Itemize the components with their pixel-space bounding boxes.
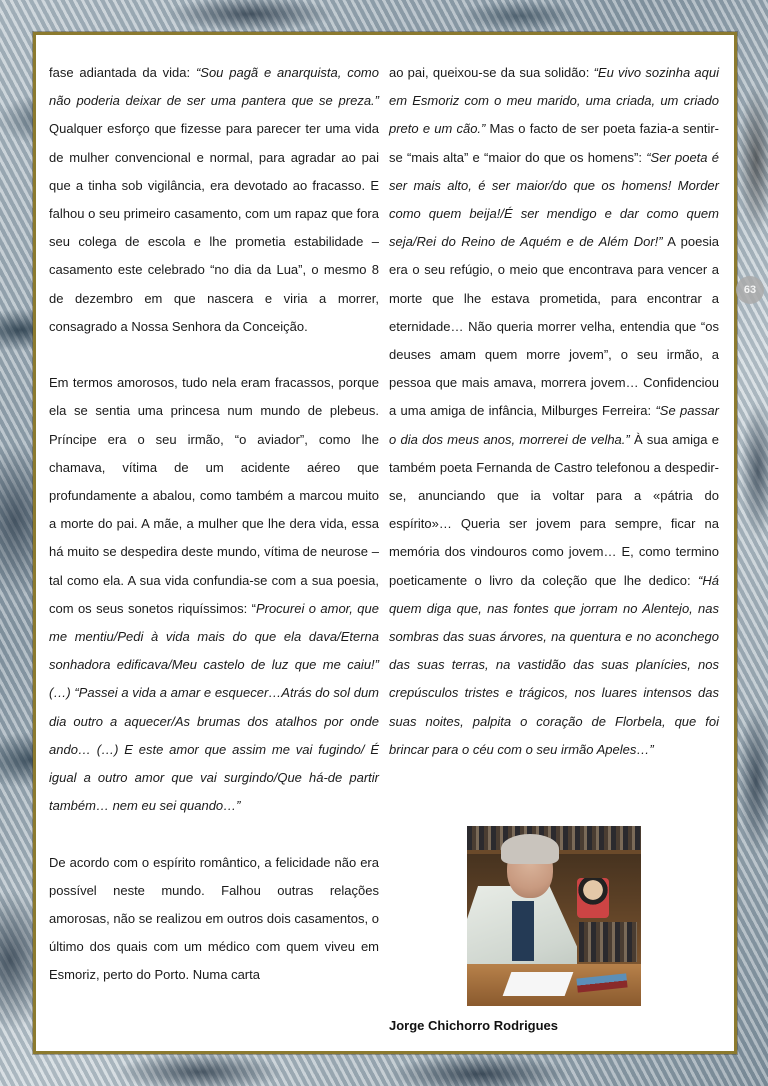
page-number-badge: 63 bbox=[736, 276, 764, 304]
text: À sua amiga e também poeta Fernanda de Castro telefonou a despedir-se, anunciando que ia voltar para a «pátria do espírito»… Queria ser jovem para sempre, ficar na memória dos vindouros como jovem… E, como termino poeticamente o livro da coleção que lhe dedico: bbox=[389, 431, 719, 588]
paragraph-3 bbox=[49, 849, 379, 990]
quote: “Há quem diga que, nas fontes que jorram no Alentejo, nas sombras das suas árvores, na quentura e no aconchego das suas terras, na vastidão das suas planícies, nos crepúsculos tristes e trágicos, nos luares intensos das suas noites, palpita o coração de Florbela, que foi brincar para o céu com o seu irmão Apeles…” bbox=[389, 572, 719, 757]
left-column bbox=[49, 59, 379, 990]
text: Qualquer esforço que fizesse para parecer ter uma vida de mulher convencional e normal, para agradar ao pai que a tinha sob vigilância, era devotado ao fracasso. E falhou o seu primeiro casamento, com um rapaz que fora seu colega de escola e lhe prometia estabilidade – casamento este celebrado “no dia da Lua”, o mesmo 8 de dezembro em que nascera e viria a morrer, consagrado a Nossa Senhora da Conceição. bbox=[49, 121, 379, 334]
quote: “Sou pagã e anarquista, como não poderia deixar de ser uma pantera que se preza.” bbox=[49, 65, 379, 109]
bookshelf bbox=[579, 922, 637, 962]
quote: “Eu vivo sozinha aqui em Esmoriz com o meu marido, uma criada, um criado preto e um cão.” bbox=[389, 65, 719, 137]
right-column bbox=[389, 59, 720, 1033]
paper bbox=[503, 972, 574, 996]
text: Mas o facto de ser poeta fazia-a sentir-se “mais alta” e “maior do que os homens”: bbox=[389, 121, 719, 165]
figurine bbox=[577, 878, 609, 918]
author-photo bbox=[467, 826, 641, 1006]
quote: Procurei o amor, que me mentiu/Pedi à vida mais do que ela dava/Eterna sonhadora edificava/Meu castelo de luz que me caiu!” (…) “Passei a vida a amar e esquecer…Atrás do sol dum dia outro a aquecer/As brumas dos atalhos por onde ando… (…) E este amor que assim me vai fugindo/ É igual a outro amor que vai surgindo/Que há-de partir também… nem eu sei quando…” bbox=[49, 600, 379, 814]
text: Em termos amorosos, tudo nela eram fracassos, porque ela se sentia uma princesa num mundo de plebeus. Príncipe era o seu irmão, “o aviador”, como lhe chamava, vítima de um acidente aéreo que profundamente a abalou, como também a marcou muito a morte do pai. A mãe, a mulher que lhe dera vida, essa há muito se despedira deste mundo, vítima de neurose – tal como ela. A sua vida confundia-se com a sua poesia, com os seus sonetos riquíssimos: “ bbox=[49, 375, 379, 616]
paragraph-1 bbox=[49, 59, 379, 341]
hair bbox=[501, 834, 559, 864]
text: De acordo com o espírito romântico, a felicidade não era possível neste mundo. Falhou outras relações amorosas, não se realizou em outros dois casamentos, o último dos quais com um médico com quem viveu em Esmoriz, perto do Porto. Numa carta bbox=[49, 854, 379, 983]
paragraph-4 bbox=[389, 59, 719, 764]
shirt bbox=[512, 901, 534, 961]
quote: “Se passar o dia dos meus anos, morrerei de velha.” bbox=[389, 403, 719, 447]
author-photo-block bbox=[389, 826, 719, 1040]
quote: “Ser poeta é ser mais alto, é ser maior/do que os homens! Morder como quem beija!/É ser mendigo e dar como quem seja/Rei do Reino de Aquém e de Além Dor!” bbox=[389, 149, 720, 250]
paragraph-2 bbox=[49, 369, 379, 820]
text: fase adiantada da vida: bbox=[49, 65, 196, 80]
page-frame bbox=[33, 32, 737, 1054]
photo-caption: Jorge Chichorro Rodrigues bbox=[389, 1018, 559, 1033]
text: A poesia era o seu refúgio, o meio que encontrava para vencer a morte que lhe estava prometida, para encontrar a eternidade… Não queria morrer velha, entendia que “os deuses amam quem morre jovem”, o seu irmão, a pessoa que mais amava, morrera jovem… Confidenciou a uma amiga de infância, Milburges Ferreira: bbox=[389, 234, 719, 419]
text: ao pai, queixou-se da sua solidão: bbox=[389, 65, 594, 80]
